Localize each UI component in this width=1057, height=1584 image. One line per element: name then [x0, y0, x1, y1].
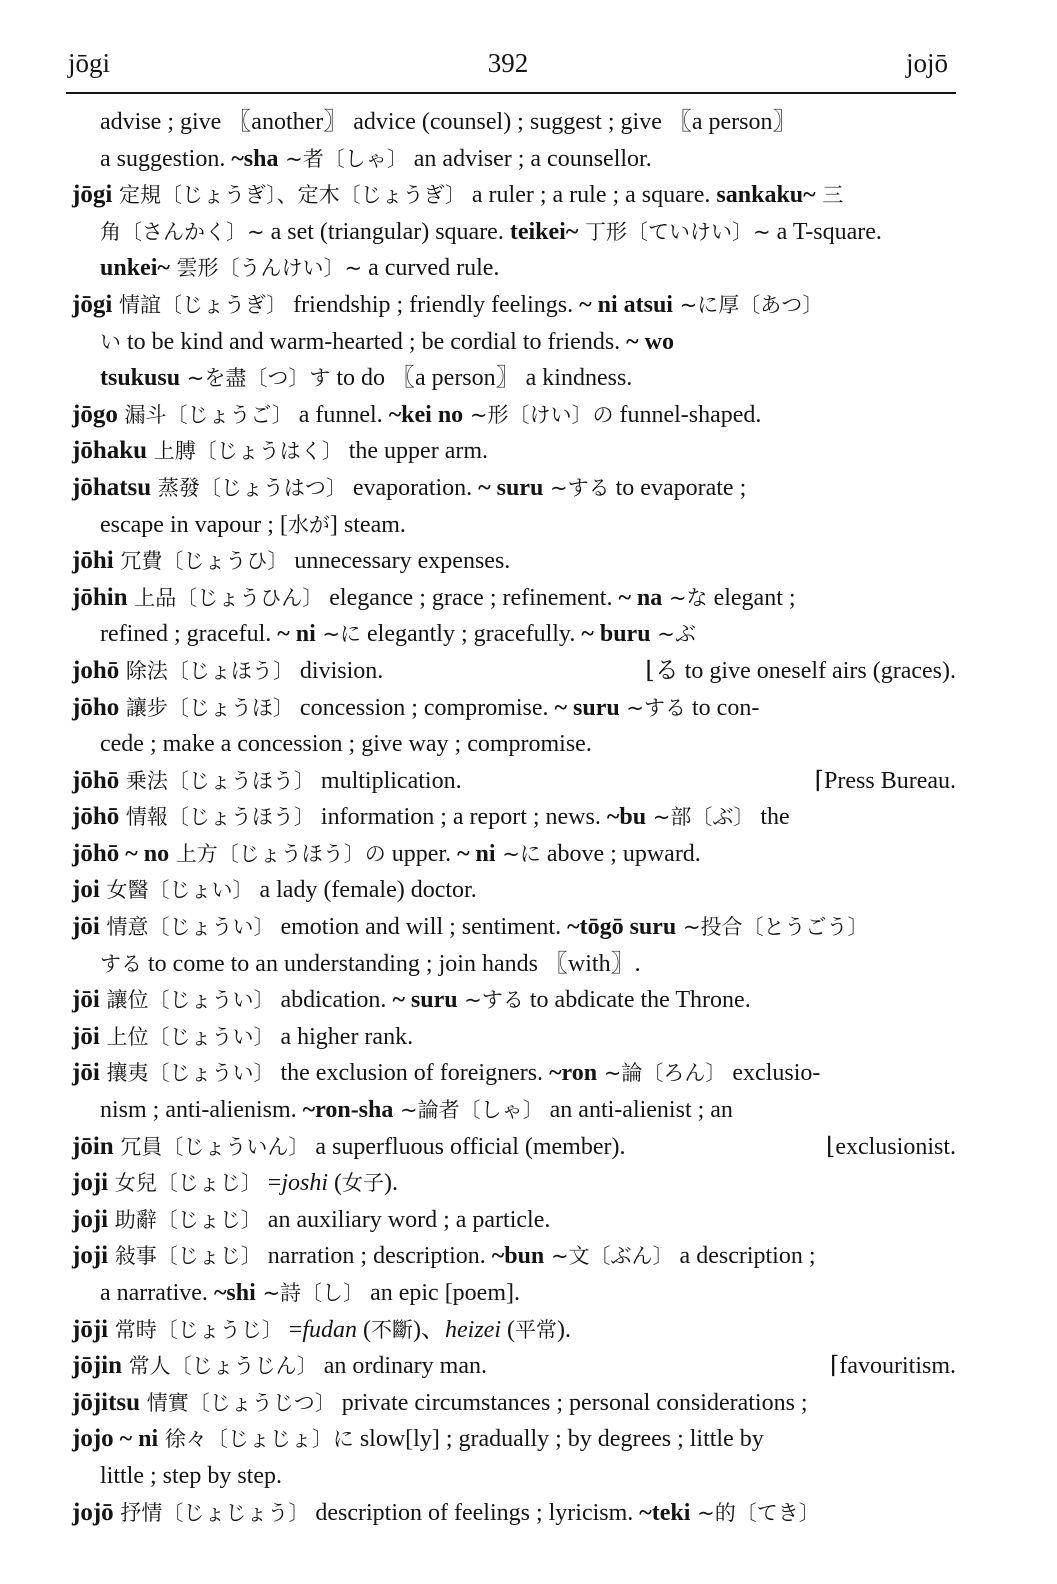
definition-text: the — [754, 804, 790, 831]
cross-reference: joshi — [281, 1170, 329, 1197]
carried-over-text: ⌈favouritism. — [829, 1353, 956, 1380]
definition-text: funnel-shaped. — [613, 401, 762, 428]
derived-form: ~tōgō suru — [567, 914, 677, 941]
kanji-text: 冗員〔じょういん〕 — [113, 1134, 310, 1159]
kanji-text: 丁形〔ていけい〕~ — [578, 219, 771, 244]
entry-continuation-line — [72, 104, 956, 141]
definition-text: description of feelings ; lyricism. — [309, 1499, 640, 1526]
kanji-text: 情意〔じょうい〕 — [99, 915, 275, 940]
definition-text: to con- — [686, 694, 760, 721]
headword: jōgo — [72, 400, 118, 428]
headword: jojō — [72, 1498, 114, 1526]
derived-form: tsukusu — [100, 365, 181, 392]
kanji-text: 雲形〔うんけい〕~ — [169, 256, 363, 281]
definition-text: evaporation. — [346, 474, 479, 501]
entry-line — [72, 690, 956, 727]
kanji-text: 情報〔じょうほう〕 — [119, 805, 315, 830]
entry-continuation-line — [72, 214, 956, 251]
kanji-text: ~的〔てき〕 — [690, 1500, 820, 1525]
definition-text: information ; a report ; news. — [314, 804, 607, 831]
kanji-text: ~詩〔し〕 — [255, 1281, 365, 1305]
headword: johō — [72, 656, 120, 684]
definition-text: an adviser ; a counsellor. — [407, 145, 652, 172]
cross-reference: heizei — [445, 1316, 501, 1343]
derived-form: ~ron — [549, 1060, 598, 1087]
derived-form: ~ ni — [113, 1426, 159, 1453]
kanji-text: ~に — [315, 622, 362, 647]
entry-continuation-line — [72, 250, 956, 287]
definition-text: a description ; — [673, 1243, 816, 1270]
entry-continuation-line — [72, 1458, 956, 1495]
entry-continuation-line — [72, 324, 956, 361]
dictionary-entries — [72, 104, 956, 1531]
definition-text: to be kind and warm-hearted ; be cordial to friends. — [121, 328, 627, 355]
kanji-text: 漏斗〔じょうご〕 — [117, 402, 293, 427]
kanji-text: 讓步〔じょうほ〕 — [119, 695, 294, 720]
kanji-text: 上方〔じょうほう〕の — [169, 841, 386, 866]
header-rule — [66, 92, 956, 94]
kanji-text: ~ぶ — [650, 622, 696, 647]
headword: jōhō — [72, 803, 120, 831]
derived-form: teikei~ — [509, 218, 579, 245]
headword: jōhō — [72, 839, 120, 867]
kanji-text: 讓位〔じょうい〕 — [99, 988, 275, 1013]
kanji-text: 上品〔じょうひん〕 — [127, 585, 324, 610]
definition-text: division. — [293, 657, 384, 684]
kanji-text: 助辭〔じょじ〕 — [108, 1207, 262, 1232]
kanji-text: 敍事〔じょじ〕 — [108, 1244, 262, 1269]
definition-text: above ; upward. — [540, 840, 701, 867]
kanji-text: 女兒〔じょじ〕 — [108, 1171, 262, 1196]
derived-form: ~ na — [618, 584, 663, 611]
headword: jōgi — [72, 181, 113, 209]
kanji-text: ~な — [662, 585, 708, 610]
definition-text: the exclusion of foreigners. — [274, 1060, 550, 1087]
definition-text: escape in vapour ; [ — [100, 511, 288, 538]
entry-line — [72, 799, 956, 836]
kanji-text: ~形〔けい〕の — [463, 402, 614, 427]
entry-line — [72, 982, 956, 1019]
headword: joi — [72, 876, 100, 904]
derived-form: ~ buru — [581, 621, 651, 648]
definition-text: ). — [557, 1316, 571, 1343]
definition-text: to come to an understanding ; join hands 〖with〗. — [142, 950, 641, 977]
entry-continuation-line — [72, 360, 956, 397]
headword: jojo — [72, 1425, 114, 1453]
header-left-guide-word: jōgi — [68, 48, 111, 78]
definition-text: a higher rank. — [274, 1023, 414, 1050]
definition-text: ( — [357, 1316, 372, 1343]
definition-text: ( — [328, 1170, 343, 1197]
kanji-text: ~に — [495, 841, 541, 866]
entry-line — [72, 1421, 956, 1458]
definition-text: an ordinary man. — [317, 1353, 487, 1380]
entry-continuation-line — [72, 141, 956, 178]
entry-line — [72, 1495, 956, 1532]
entry-line — [72, 287, 956, 324]
headword: jōhatsu — [72, 473, 152, 501]
kanji-text: ~文〔ぶん〕 — [544, 1244, 674, 1269]
headword: jōhō — [72, 766, 120, 794]
derived-form: ~ suru — [392, 987, 458, 1014]
definition-text: concession ; compromise. — [293, 694, 555, 721]
kanji-text: い — [100, 329, 121, 354]
headword: jōhin — [72, 583, 128, 611]
definition-text: an epic [poem]. — [364, 1280, 520, 1306]
definition-text: refined ; graceful. — [100, 621, 278, 648]
carried-over-text: ⌊exclusionist. — [825, 1133, 956, 1160]
kanji-text: 常人〔じょうじん〕 — [122, 1354, 318, 1379]
definition-text: exclusio- — [726, 1060, 821, 1087]
derived-form: ~bu — [606, 804, 647, 831]
kanji-text: ~部〔ぶ〕 — [646, 805, 755, 830]
definition-text: ( — [501, 1316, 515, 1343]
derived-form: ~teki — [639, 1499, 691, 1526]
kanji-text: 角〔さんかく〕~ — [100, 219, 265, 244]
entry-continuation-line — [72, 1092, 956, 1129]
headword: jōi — [72, 913, 100, 941]
definition-text: a funnel. — [292, 401, 389, 428]
kanji-text: ~投合〔とうごう〕 — [676, 915, 869, 940]
derived-form: ~shi — [213, 1280, 256, 1306]
kanji-text: ~する — [543, 475, 610, 500]
kanji-text: 平常 — [515, 1317, 557, 1342]
headword: jōjitsu — [72, 1388, 141, 1416]
derived-form: ~bun — [491, 1243, 545, 1270]
kanji-text: 上膊〔じょうはく〕 — [147, 439, 343, 464]
entry-line — [72, 177, 956, 214]
definition-text: cede ; make a concession ; give way ; compromise. — [100, 731, 592, 758]
entry-line — [72, 909, 956, 946]
entry-line — [72, 580, 956, 617]
derived-form: ~sha — [231, 145, 279, 172]
entry-line — [72, 1312, 956, 1349]
definition-text: abdication. — [274, 987, 393, 1014]
derived-form: sankaku~ — [716, 182, 816, 209]
kanji-text: 水が — [287, 512, 330, 537]
definition-text: )、 — [413, 1316, 446, 1343]
cross-reference: fudan — [302, 1316, 358, 1343]
entry-line — [72, 1165, 956, 1202]
definition-text: an auxiliary word ; a particle. — [261, 1206, 551, 1233]
kanji-text: 常時〔じょうじ〕 — [108, 1317, 283, 1342]
entry-continuation-line — [72, 726, 956, 763]
definition-text: a curved rule. — [362, 255, 500, 282]
definition-text: elegance ; grace ; refinement. — [323, 584, 619, 611]
definition-text: = — [282, 1316, 303, 1343]
headword: jōji — [72, 1315, 109, 1343]
derived-form: ~ wo — [626, 328, 674, 355]
definition-text: emotion and will ; sentiment. — [274, 914, 568, 941]
definition-text: slow[ly] ; gradually ; by degrees ; little by — [353, 1426, 764, 1453]
definition-text: the upper arm. — [342, 438, 489, 465]
kanji-text: 情誼〔じょうぎ〕 — [112, 292, 288, 317]
definition-text: elegant ; — [707, 584, 796, 611]
definition-text: elegantly ; gracefully. — [361, 621, 582, 648]
derived-form: ~ ni atsui — [579, 291, 673, 318]
kanji-text: ~者〔しゃ〕 — [278, 146, 408, 171]
entry-line — [72, 1238, 956, 1275]
kanji-text: ~を盡〔つ〕す — [180, 366, 331, 391]
definition-text: nism ; anti-alienism. — [100, 1097, 303, 1124]
definition-text: an anti-alienist ; an — [543, 1097, 733, 1124]
headword: jōin — [72, 1132, 114, 1160]
kanji-text: 不斷 — [371, 1317, 414, 1342]
kanji-text: 女醫〔じょい〕 — [99, 878, 254, 903]
entry-line — [72, 872, 956, 909]
entry-line — [72, 543, 956, 580]
headword: joji — [72, 1169, 109, 1197]
definition-text: = — [261, 1170, 282, 1197]
page-header — [68, 48, 948, 88]
entry-line — [72, 763, 956, 800]
derived-form: ~kei no — [388, 401, 464, 428]
headword: jōi — [72, 986, 100, 1014]
carried-over-text: ⌈Press Bureau. — [814, 767, 956, 794]
definition-text: a superfluous official (member). — [309, 1133, 626, 1160]
headword: jōgi — [72, 290, 113, 318]
headword: jōhaku — [72, 437, 148, 465]
derived-form: unkei~ — [100, 255, 170, 282]
entry-continuation-line — [72, 1275, 956, 1312]
entry-continuation-line — [72, 946, 956, 983]
kanji-text: 徐々〔じょじょ〕に — [158, 1427, 354, 1452]
entry-line — [72, 1385, 956, 1422]
carried-over-text: ⌊る to give oneself airs (graces). — [645, 657, 956, 684]
definition-text: a suggestion. — [100, 145, 232, 172]
definition-text: to evaporate ; — [609, 474, 747, 501]
definition-text: ] steam. — [329, 511, 406, 538]
definition-text: narration ; description. — [261, 1243, 492, 1270]
kanji-text: 冗費〔じょうひ〕 — [113, 549, 289, 574]
kanji-text: 三 — [815, 183, 844, 208]
page-number: 392 — [487, 48, 529, 78]
headword: jōi — [72, 1059, 100, 1087]
kanji-text: ~する — [619, 695, 686, 720]
headword: jōjin — [72, 1352, 122, 1380]
definition-text: unnecessary expenses. — [288, 548, 511, 575]
header-right-guide-word: jojō — [905, 48, 948, 78]
definition-text: advise ; give 〖another〗 advice (counsel) ; suggest ; give 〖a person〗 — [100, 109, 797, 135]
entry-line — [72, 653, 956, 690]
kanji-text: 乗法〔じょうほう〕 — [119, 768, 315, 793]
derived-form: ~ suru — [478, 474, 544, 501]
definition-text: a lady (female) doctor. — [253, 877, 477, 904]
headword: jōho — [72, 693, 120, 721]
kanji-text: する — [100, 951, 142, 976]
definition-text: little ; step by step. — [100, 1462, 282, 1489]
kanji-text: 蒸發〔じょうはつ〕 — [151, 475, 347, 500]
definition-text: to abdicate the Throne. — [523, 987, 751, 1014]
entry-line — [72, 1202, 956, 1239]
entry-line — [72, 397, 956, 434]
entry-line — [72, 836, 956, 873]
definition-text: friendship ; friendly feelings. — [287, 291, 580, 318]
definition-text: multiplication. — [314, 767, 462, 794]
derived-form: ~ ni — [277, 621, 316, 648]
kanji-text: ~に厚〔あつ〕 — [672, 292, 824, 317]
entry-line — [72, 1019, 956, 1056]
kanji-text: 攘夷〔じょうい〕 — [99, 1061, 275, 1086]
kanji-text: 情實〔じょうじつ〕 — [140, 1390, 336, 1415]
definition-text: upper. — [385, 840, 458, 867]
definition-text: a T-square. — [770, 218, 882, 245]
kanji-text: ~論〔ろん〕 — [597, 1061, 727, 1086]
kanji-text: 女子 — [342, 1171, 385, 1196]
entry-continuation-line — [72, 507, 956, 544]
derived-form: ~ron-sha — [302, 1097, 394, 1124]
derived-form: ~ ni — [457, 840, 496, 867]
entry-line — [72, 1348, 956, 1385]
kanji-text: 定規〔じょうぎ〕、定木〔じょうぎ〕 — [112, 183, 466, 208]
definition-text: ). — [384, 1170, 399, 1197]
definition-text: private circumstances ; personal considerations ; — [335, 1389, 808, 1416]
kanji-text: 抒情〔じょじょう〕 — [113, 1500, 310, 1525]
kanji-text: 上位〔じょうい〕 — [99, 1024, 275, 1049]
definition-text: to do 〖a person〗 a kindness. — [330, 365, 633, 392]
definition-text: a ruler ; a rule ; a square. — [465, 182, 717, 209]
headword: jōhi — [72, 547, 114, 575]
definition-text: a narrative. — [100, 1280, 214, 1306]
kanji-text: 除法〔じょほう〕 — [119, 658, 294, 683]
headword: joji — [72, 1205, 109, 1233]
definition-text: a set (triangular) square. — [264, 218, 510, 245]
kanji-text: ~する — [457, 988, 524, 1013]
derived-form: ~ no — [119, 840, 170, 867]
entry-line — [72, 1129, 956, 1166]
derived-form: ~ suru — [554, 694, 620, 721]
headword: joji — [72, 1242, 109, 1270]
entry-continuation-line — [72, 616, 956, 653]
kanji-text: ~論者〔しゃ〕 — [393, 1098, 544, 1123]
entry-line — [72, 433, 956, 470]
entry-line — [72, 1055, 956, 1092]
headword: jōi — [72, 1022, 100, 1050]
entry-line — [72, 470, 956, 507]
